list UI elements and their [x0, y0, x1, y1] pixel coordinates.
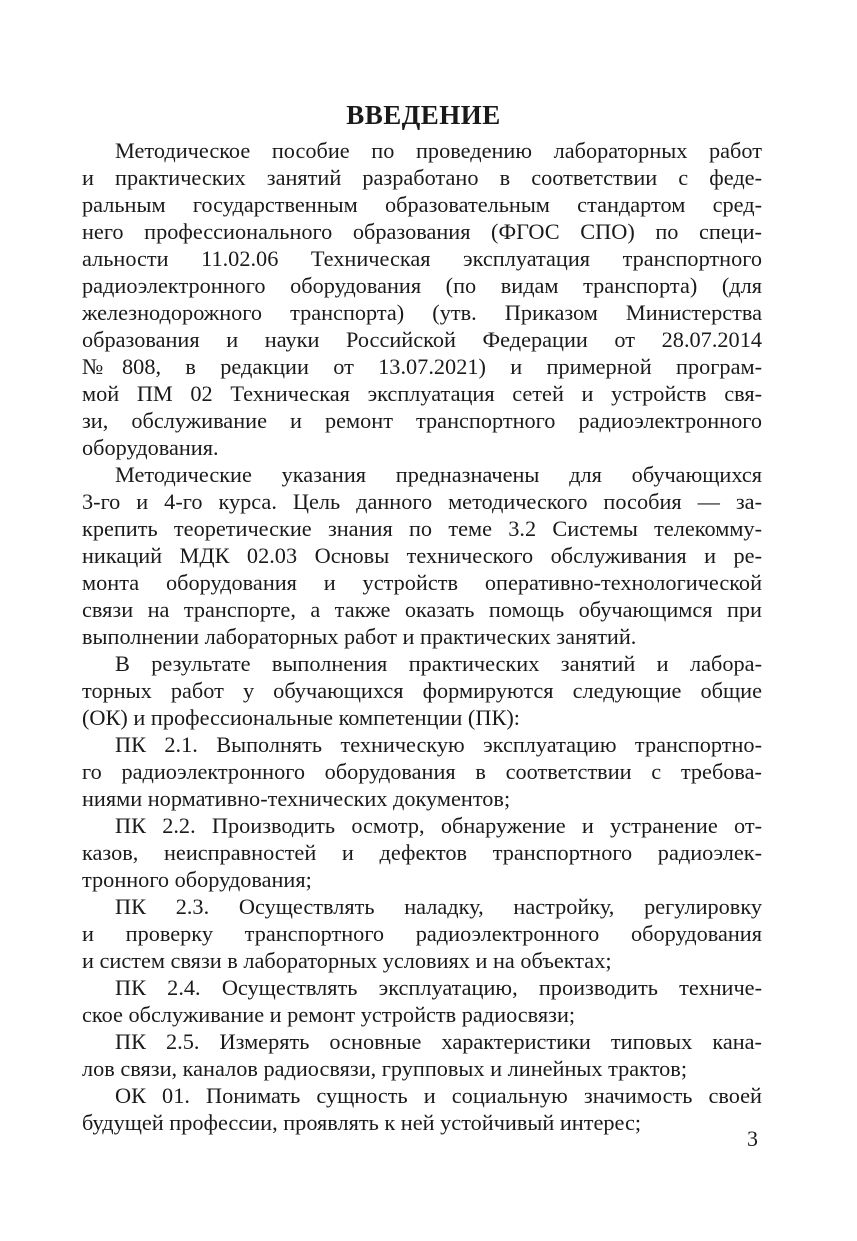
text-line: и систем связи в лабораторных условиях и на объектах;	[82, 948, 612, 973]
text-line: В результате выполнения практических занятий и лабора-	[115, 651, 762, 676]
text-line: ПК 2.2. Производить осмотр, обнаружение и устранение от-	[115, 813, 762, 838]
text-line: образования и науки Российской Федерации от 28.07.2014	[82, 327, 762, 352]
text-line: Методическое пособие по проведению лабораторных работ	[115, 138, 762, 163]
text-line: го радиоэлектронного оборудования в соответствии с требова-	[82, 759, 762, 784]
text-line: Методические указания предназначены для обучающихся	[115, 462, 762, 487]
text-line: него профессионального образования (ФГОС СПО) по специ-	[82, 219, 762, 244]
text-line: альности 11.02.06 Техническая эксплуатация транспортного	[82, 246, 762, 271]
text-line: тронного оборудования;	[82, 867, 312, 892]
body-text	[82, 137, 762, 1136]
text-line: и проверку транспортного радиоэлектронного оборудования	[82, 921, 762, 946]
text-line: крепить теоретические знания по теме 3.2 Системы телекомму-	[82, 516, 762, 541]
text-line: лов связи, каналов радиосвязи, групповых и линейных трактов;	[82, 1056, 688, 1081]
text-line: связи на транспорте, а также оказать помощь обучающимся при	[82, 597, 762, 622]
text-line: №808, в редакции от 13.07.2021) и примерной програм-	[82, 354, 762, 379]
paragraph	[82, 650, 762, 731]
text-line: торных работ у обучающихся формируются следующие общие	[82, 678, 762, 703]
text-line: оборудования.	[82, 435, 219, 460]
text-line: и практических занятий разработано в соответствии с феде-	[82, 165, 762, 190]
text-line: монта оборудования и устройств оперативно-технологической	[82, 570, 762, 595]
text-line: зи, обслуживание и ремонт транспортного радиоэлектронного	[82, 408, 762, 433]
text-line: радиоэлектронного оборудования (по видам транспорта) (для	[82, 273, 762, 298]
text-line: ское обслуживание и ремонт устройств радиосвязи;	[82, 1002, 576, 1027]
text-line: ПК 2.4. Осуществлять эксплуатацию, производить техниче-	[115, 975, 762, 1000]
text-line: казов, неисправностей и дефектов транспортного радиоэлек-	[82, 840, 762, 865]
paragraph	[82, 974, 762, 1028]
text-line: ПК 2.5. Измерять основные характеристики типовых кана-	[115, 1029, 762, 1054]
text-line: выполнении лабораторных работ и практических занятий.	[82, 624, 637, 649]
page-number: 3	[747, 1126, 758, 1151]
paragraph	[82, 893, 762, 974]
text-line: ОК 01. Понимать сущность и социальную значимость своей	[115, 1083, 762, 1108]
text-line: будущей профессии, проявлять к ней устойчивый интерес;	[82, 1110, 642, 1135]
text-line: железнодорожного транспорта) (утв. Приказом Министерства	[82, 300, 762, 325]
text-line: 3-го и 4-го курса. Цель данного методического пособия — за-	[82, 489, 762, 514]
paragraph	[82, 1082, 762, 1136]
text-line: мой ПМ 02 Техническая эксплуатация сетей и устройств свя-	[82, 381, 762, 406]
page-title: ВВЕДЕНИЕ	[346, 100, 501, 130]
paragraph	[82, 461, 762, 650]
text-line: никаций МДК 02.03 Основы технического обслуживания и ре-	[82, 543, 762, 568]
paragraph	[82, 137, 762, 461]
text-line: ПК 2.3. Осуществлять наладку, настройку, регулировку	[115, 894, 762, 919]
paragraph	[82, 812, 762, 893]
text-line: (ОК) и профессиональные компетенции (ПК):	[82, 705, 520, 730]
text-line: ральным государственным образовательным стандартом сред-	[82, 192, 762, 217]
text-line: ниями нормативно-технических документов;	[82, 786, 511, 811]
paragraph	[82, 1028, 762, 1082]
text-line: ПК 2.1. Выполнять техническую эксплуатацию транспортно-	[115, 732, 762, 757]
paragraph	[82, 731, 762, 812]
